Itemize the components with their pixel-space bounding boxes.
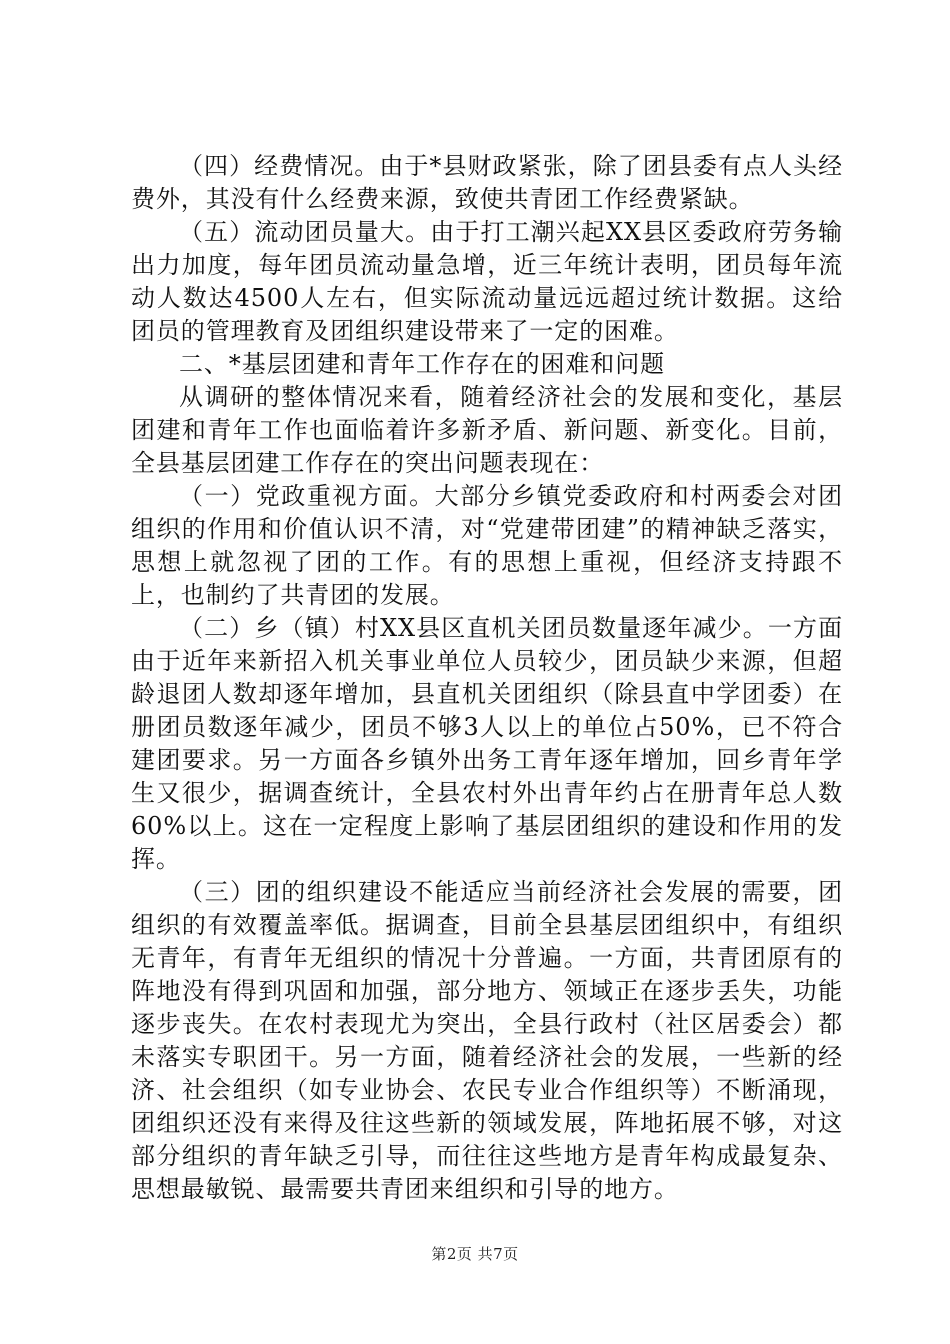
paragraph-funding: （四）经费情况。由于*县财政紧张，除了团县委有点人头经费外，其没有什么经费来源，致使共青团工作经费紧缺。 — [131, 152, 843, 213]
section-heading: 二、*基层团建和青年工作存在的困难和问题 — [179, 350, 665, 378]
page-footer: 第2页 共7页 — [431, 1245, 519, 1263]
paragraph-overview: 从调研的整体情况来看，随着经济社会的发展和变化，基层团建和青年工作也面临着许多新矛盾、新问题、新变化。目前，全县基层团建工作存在的突出问题表现在： — [131, 383, 843, 477]
paragraph-org-coverage: （三）团的组织建设不能适应当前经济社会发展的需要，团组织的有效覆盖率低。据调查，目前全县基层团组织中，有组织无青年，有青年无组织的情况十分普遍。一方面，共青团原有的阵地没有得到巩固和加强，部分地方、领域正在逐步丢失，功能逐步丧失。在农村表现尤为突出，全县行政村（社区居委会）都未落实专职团干。另一方面，随着经济社会的发展，一些新的经济、社会组织（如专业协会、农民专业合作组织等）不断涌现，团组织还没有来得及往这些新的领域发展，阵地拓展不够，对这部分组织的青年缺乏引导，而往往这些地方是青年构成最复杂、思想最敏锐、最需要共青团来组织和引导的地方。 — [131, 878, 843, 1203]
paragraph-member-decline: （二）乡（镇）村XX县区直机关团员数量逐年减少。一方面由于近年来新招入机关事业单位人员较少，团员缺少来源，但超龄退团人数却逐年增加，县直机关团组织（除县直中学团委）在册团员数逐年减少，团员不够3人以上的单位占50%，已不符合建团要求。另一方面各乡镇外出务工青年逐年增加，回乡青年学生又很少，据调查统计，全县农村外出青年约占在册青年总人数60%以上。这在一定程度上影响了基层团组织的建设和作用的发挥。 — [131, 614, 843, 873]
paragraph-party-attention: （一）党政重视方面。大部分乡镇党委政府和村两委会对团组织的作用和价值认识不清，对“党建带团建”的精神缺乏落实，思想上就忽视了团的工作。有的思想上重视，但经济支持跟不上，也制约了共青团的发展。 — [131, 482, 843, 609]
paragraph-mobile-members: （五）流动团员量大。由于打工潮兴起XX县区委政府劳务输出力加度，每年团员流动量急增，近三年统计表明，团员每年流动人数达4500人左右，但实际流动量远远超过统计数据。这给团员的管理教育及团组织建设带来了一定的困难。 — [131, 218, 843, 345]
document-body — [131, 150, 843, 1206]
